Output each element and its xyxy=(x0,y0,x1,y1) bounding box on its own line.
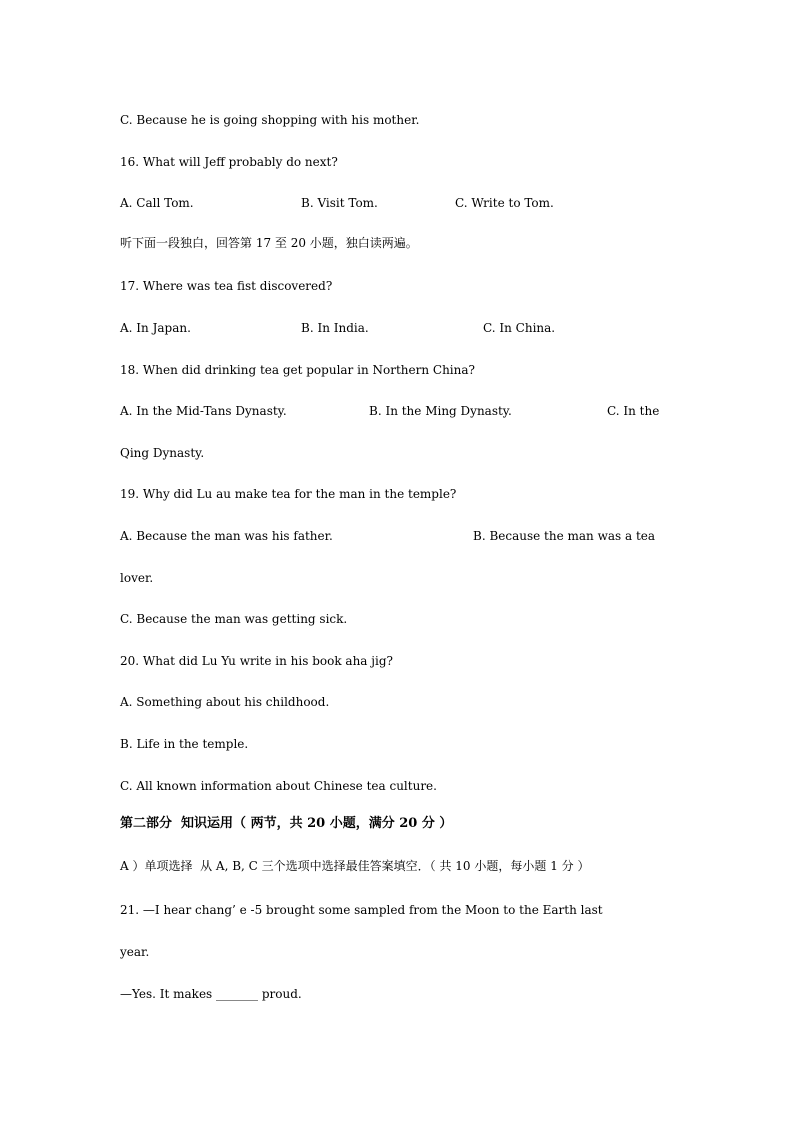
part-two-heading: 第二部分 知识运用（ 两节，共 20 小题，满分 20 分 ） xyxy=(120,816,453,831)
q17-option-b: B. In India. xyxy=(301,321,369,335)
q19-option-a: A. Because the man was his father. xyxy=(120,529,333,543)
question-17: 17. Where was tea fist discovered? xyxy=(120,279,333,293)
q19-option-b: B. Because the man was a tea xyxy=(473,529,656,543)
section-a-instruction: A ）单项选择 从 A, B, C 三个选项中选择最佳答案填空．（ 共 10 小题，每小题 1 分 ） xyxy=(120,859,590,873)
instruction-17-20: 听下面一段独白，回答第 17 至 20 小题，独白读两遍。 xyxy=(120,236,418,250)
q20-option-a: A. Something about his childhood. xyxy=(120,695,330,709)
q18-option-b: B. In the Ming Dynasty. xyxy=(369,404,512,418)
q16-option-b: B. Visit Tom. xyxy=(301,196,378,210)
q19-option-b-continued: lover. xyxy=(120,571,154,585)
question-18: 18. When did drinking tea get popular in Northern China? xyxy=(120,363,475,377)
q17-option-a: A. In Japan. xyxy=(120,321,191,335)
question-21-reply: —Yes. It makes _______ proud. xyxy=(120,987,302,1001)
q18-option-c-continued: Qing Dynasty. xyxy=(120,446,205,460)
q16-option-c: C. Write to Tom. xyxy=(455,196,554,210)
q20-option-c: C. All known information about Chinese tea culture. xyxy=(120,779,437,793)
q18-option-c: C. In the xyxy=(607,404,660,418)
q20-option-b: B. Life in the temple. xyxy=(120,737,249,751)
q17-option-c: C. In China. xyxy=(483,321,556,335)
q15-option-c: C. Because he is going shopping with his mother. xyxy=(120,113,420,127)
question-20: 20. What did Lu Yu write in his book aha jig? xyxy=(120,654,393,668)
question-19: 19. Why did Lu au make tea for the man in the temple? xyxy=(120,487,457,501)
q19-option-c: C. Because the man was getting sick. xyxy=(120,612,348,626)
question-21: 21. —I hear chang’ e -5 brought some sampled from the Moon to the Earth last xyxy=(120,903,603,917)
question-21-continued: year. xyxy=(120,945,150,959)
question-16: 16. What will Jeff probably do next? xyxy=(120,155,338,169)
q18-option-a: A. In the Mid-Tans Dynasty. xyxy=(120,404,287,418)
q16-option-a: A. Call Tom. xyxy=(120,196,194,210)
